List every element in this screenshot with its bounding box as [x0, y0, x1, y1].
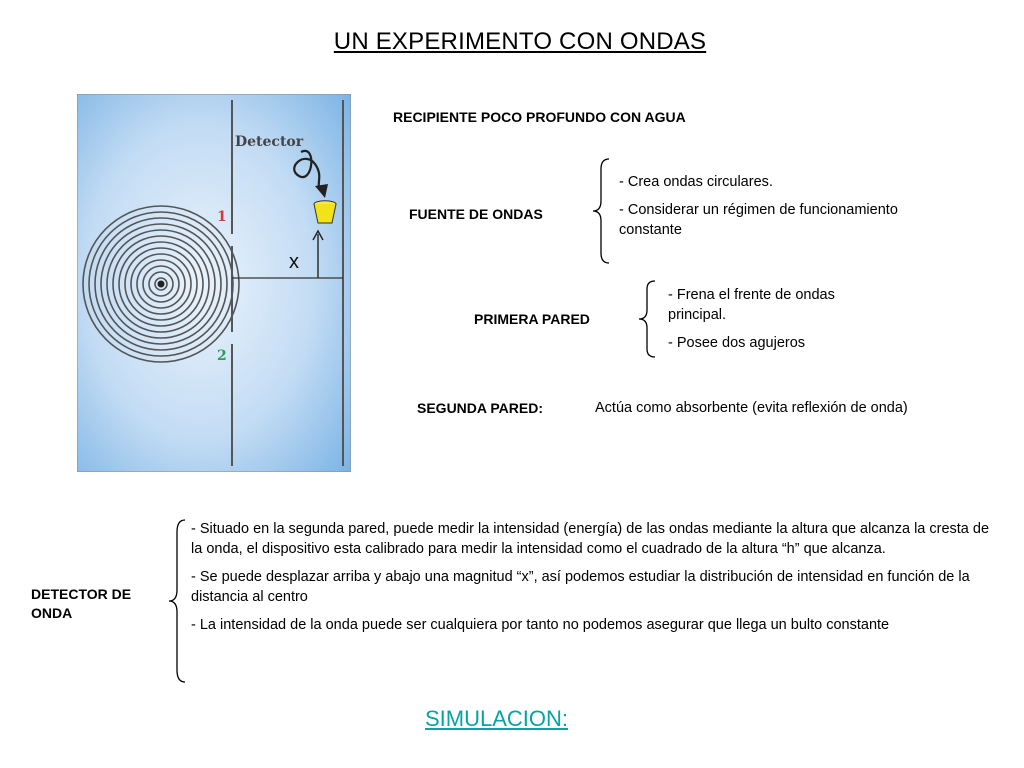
- detector-brace: [167, 518, 189, 684]
- fuente-item-1: - Crea ondas circulares.: [619, 174, 773, 190]
- wave-source-dot: [158, 281, 165, 288]
- primera-pared-item-2: - Posee dos agujeros: [668, 335, 806, 351]
- primera-pared-item-1: - Frena el frente de ondas principal.: [668, 287, 835, 323]
- segunda-pared-text: Actúa como absorbente (evita reflexión de onda): [595, 400, 908, 416]
- simulacion-link[interactable]: SIMULACION:: [425, 706, 569, 731]
- detector-list: [191, 519, 997, 643]
- x-label: x: [289, 251, 299, 273]
- primera-pared-list: [668, 285, 878, 361]
- primera-pared-brace: [637, 279, 659, 359]
- fuente-list: [619, 172, 964, 248]
- hole-2-label: 2: [217, 348, 227, 364]
- recipiente-label: RECIPIENTE POCO PROFUNDO CON AGUA: [393, 109, 686, 125]
- water-tank: [77, 94, 351, 472]
- fuente-item-2: - Considerar un régimen de funcionamiento constante: [619, 202, 898, 238]
- detector-item-2: - Se puede desplazar arriba y abajo una magnitud “x”, así podemos estudiar la distribución de intensidad en función de la distancia al centro: [191, 569, 970, 605]
- segunda-pared-label: SEGUNDA PARED:: [417, 400, 544, 416]
- detector-label: Detector: [235, 134, 304, 150]
- fuente-brace: [591, 157, 613, 265]
- hole-1-label: 1: [217, 209, 227, 225]
- primera-pared-label: PRIMERA PARED: [474, 311, 590, 327]
- detector-cup-icon: [314, 201, 336, 223]
- detector-item-3: - La intensidad de la onda puede ser cualquiera por tanto no podemos asegurar que llega un bulto constante: [191, 617, 890, 633]
- fuente-label: FUENTE DE ONDAS: [409, 206, 543, 222]
- page-title: UN EXPERIMENTO CON ONDAS: [333, 28, 707, 55]
- detector-section-label: DETECTOR DE ONDA: [31, 586, 132, 621]
- detector-item-1: - Situado en la segunda pared, puede medir la intensidad (energía) de las ondas mediante la altura que alcanza la cresta de la onda, el dispositivo esta calibrado para medir la intensidad como el cuadrado de la altura “h” que alcanza.: [191, 521, 990, 557]
- experiment-diagram: [77, 94, 351, 472]
